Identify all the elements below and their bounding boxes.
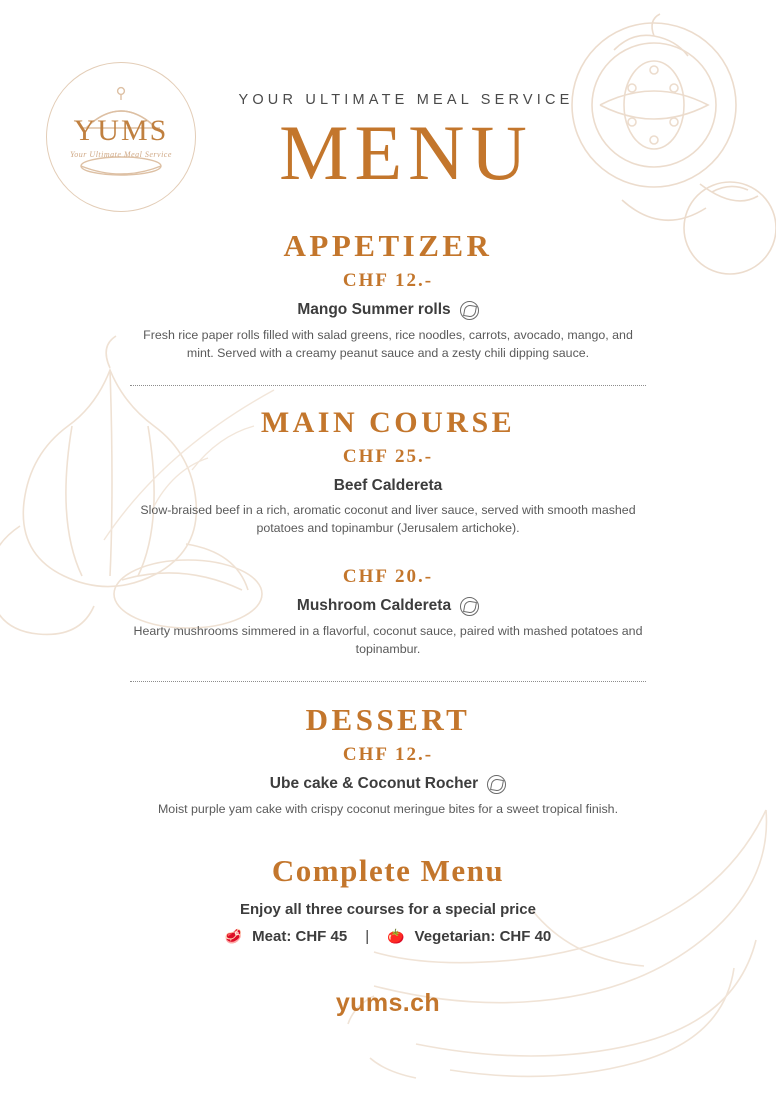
complete-menu-subtitle: Enjoy all three courses for a special price: [240, 900, 536, 918]
section-main-course: [130, 406, 646, 659]
section-price-appetizer: CHF 12.-: [342, 269, 434, 291]
vegetarian-emoji-icon: 🍅: [387, 927, 405, 944]
website-link[interactable]: yums.ch: [335, 988, 441, 1017]
dish-name-mushroom: [130, 597, 646, 616]
complete-menu-prices: [130, 928, 646, 945]
complete-menu-block: [130, 853, 646, 945]
meat-price-label: Meat: CHF 45: [252, 927, 348, 945]
meat-icon: 🥩: [224, 927, 243, 944]
dish-description-mushroom: Hearty mushrooms simmered in a flavorful, coconut sauce, paired with mashed potatoes and topinambur.: [133, 623, 643, 656]
spacer: [130, 538, 646, 560]
dish-name-beef: [130, 477, 646, 495]
dish-name-dessert: [130, 775, 646, 794]
logo-subtitle: Your Ultimate Meal Service: [70, 150, 172, 159]
dish-description-beef: Slow-braised beef in a rich, aromatic coconut and liver sauce, served with smooth mashed potatoes and topinambur (Jerusalem artichoke).: [140, 502, 636, 535]
dish-description-appetizer: Fresh rice paper rolls filled with salad greens, rice noodles, carrots, avocado, mango, and mint. Served with a creamy peanut sauce and a zesty chili dipping sauce.: [143, 327, 633, 360]
dish-label: Ube cake & Coconut Rocher: [269, 775, 479, 793]
section-title-dessert: DESSERT: [305, 701, 471, 737]
section-dessert: [130, 702, 646, 819]
vegetarian-icon: [460, 301, 479, 320]
dish-name-appetizer: [130, 301, 646, 320]
divider: [130, 385, 646, 386]
divider: [130, 681, 646, 682]
menu-sections: [0, 228, 776, 1018]
separator: |: [365, 927, 370, 945]
dish-description-dessert: Moist purple yam cake with crispy coconut meringue bites for a sweet tropical finish.: [157, 801, 619, 816]
vegetarian-price-label: Vegetarian: CHF 40: [414, 927, 552, 945]
complete-menu-title: Complete Menu: [271, 852, 505, 888]
logo-text: YUMS: [73, 114, 169, 147]
section-title-main-course: MAIN COURSE: [260, 405, 516, 439]
section-title-appetizer: APPETIZER: [283, 227, 493, 263]
page-title: MENU: [279, 109, 533, 196]
dish-label: Mango Summer rolls: [297, 301, 451, 319]
section-price-dessert: CHF 12.-: [342, 743, 434, 765]
tagline: YOUR ULTIMATE MEAL SERVICE: [238, 92, 574, 108]
section-appetizer: [130, 228, 646, 363]
dish-label: Mushroom Caldereta: [296, 597, 452, 615]
vegetarian-icon: [487, 775, 506, 794]
section-price-main-course: CHF 25.-: [342, 445, 434, 467]
dish-label: Beef Caldereta: [333, 476, 443, 494]
vegetarian-icon: [460, 597, 479, 616]
logo: [46, 62, 196, 212]
section-price-main-course-2: CHF 20.-: [342, 565, 434, 587]
